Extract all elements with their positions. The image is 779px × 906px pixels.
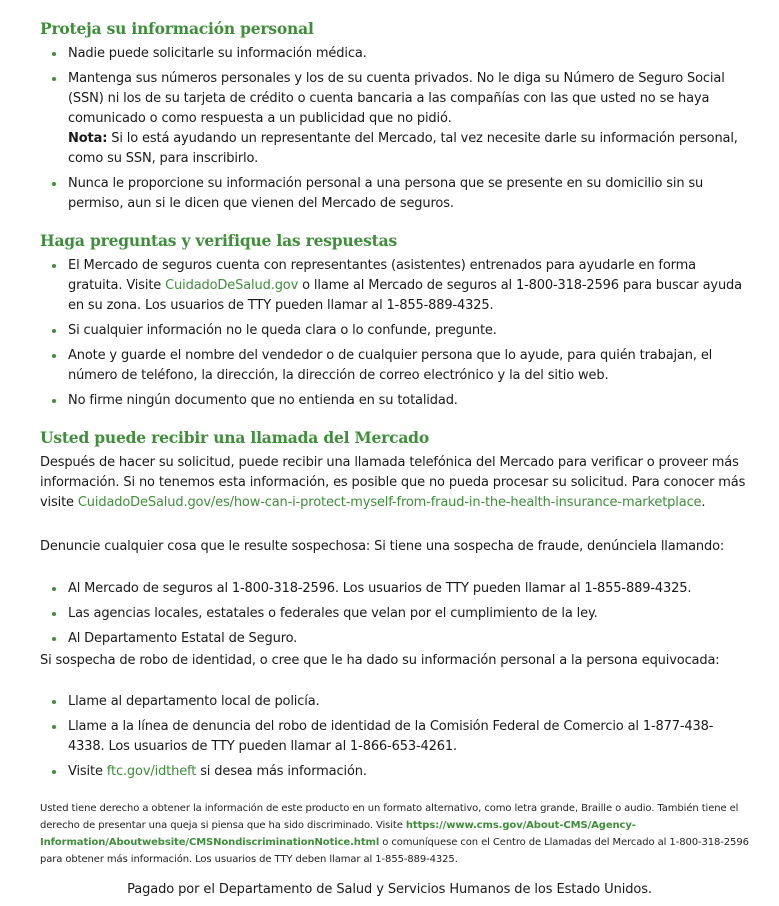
list-item-text: si desea más información. (200, 764, 367, 779)
cuidadodesalud-link[interactable]: CuidadoDeSalud.gov (165, 278, 299, 293)
list-item: Al Mercado de seguros al 1-800-318-2596. Los usuarios de TTY pueden llamar al 1-855-889-4325. (52, 579, 742, 599)
list-item-text: Mantenga sus números personales y los de su cuenta privados. No le diga su Número de Seguro Social (SSN) ni los de su tarjeta de crédito o cuenta bancaria a las compañías con las que usted no se haya comunicado o como respuesta a un publicidad que no pidió. (68, 71, 725, 126)
paragraph-text: Después de hacer su solicitud, puede recibir una llamada telefónica del Mercado para verificar o proveer más información. Si no tenemos esta información, es posible que no pueda procesar su solicitud. Para conocer más visite (40, 455, 746, 510)
list-item: Nunca le proporcione su información personal a una persona que se presente en su domicilio sin su permiso, aun si le dicen que vienen del Mercado de seguros. (52, 174, 742, 214)
list-item: Las agencias locales, estatales o federales que velan por el cumplimiento de la ley. (52, 604, 742, 624)
section-title-protect-info: Proteja su información personal (40, 19, 314, 38)
note-label: Nota: (68, 131, 108, 146)
list-item: Anote y guarde el nombre del vendedor o de cualquier persona que lo ayude, para quién trabajan, el número de teléfono, la dirección, la dirección de correo electrónico y la del sitio web. (52, 346, 742, 386)
paragraph-report-fraud: Denuncie cualquier cosa que le resulte sospechosa: Si tiene una sospecha de fraude, denúnciela llamando: (40, 539, 725, 554)
protect-info-list (52, 44, 742, 219)
ask-questions-list (52, 256, 742, 416)
list-item-text: El Mercado de seguros cuenta con representantes (asistentes) entrenados para ayudarle en forma gratuita. Visite (68, 258, 696, 293)
section-title-ask-questions: Haga preguntas y verifique las respuestas (40, 231, 398, 250)
list-item (52, 256, 742, 316)
cms-nondiscrimination-link[interactable]: https://www.cms.gov/About-CMS/Agency-Information/Aboutwebsite/CMSNondiscriminationNotice.html (40, 820, 636, 848)
list-item (52, 762, 742, 782)
list-item: Llame a la línea de denuncia del robo de identidad de la Comisión Federal de Comercio al 1-877-438-4338. Los usuarios de TTY pueden llamar al 1-866-653-4261. (52, 717, 742, 757)
list-item-text: o llame al Mercado de seguros al 1-800-318-2596 para buscar ayuda en su zona. Los usuarios de TTY pueden llamar al 1-855-889-4325. (68, 278, 742, 313)
nondiscrimination-notice (40, 800, 752, 868)
fraud-info-link[interactable]: CuidadoDeSalud.gov/es/how-can-i-protect-myself-from-fraud-in-the-health-insurance-marketplace (77, 495, 702, 510)
section-title-marketplace-call: Usted puede recibir una llamada del Mercado (40, 428, 429, 447)
footer-funding-note: Pagado por el Departamento de Salud y Servicios Humanos de los Estado Unidos. (127, 882, 652, 897)
paragraph-identity-theft: Si sospecha de robo de identidad, o cree que le ha dado su información personal a la persona equivocada: (40, 653, 720, 668)
list-item: Nadie puede solicitarle su información médica. (52, 44, 742, 64)
list-item: No firme ningún documento que no entienda en su totalidad. (52, 391, 742, 411)
list-item: Si cualquier información no le queda clara o lo confunde, pregunte. (52, 321, 742, 341)
list-item: Llame al departamento local de policía. (52, 692, 742, 712)
note-text: Si lo está ayudando un representante del Mercado, tal vez necesite darle su información personal, como su SSN, para inscribirlo. (68, 131, 738, 166)
identity-theft-list (52, 692, 742, 787)
list-item (52, 69, 742, 169)
paragraph-verify-call (40, 453, 752, 513)
ftc-idtheft-link[interactable]: ftc.gov/idtheft (106, 764, 197, 779)
list-item: Al Departamento Estatal de Seguro. (52, 629, 742, 649)
list-item-text: Visite (68, 764, 103, 779)
report-fraud-list (52, 579, 742, 654)
notice-text: Usted tiene derecho a obtener la información de este producto en un formato alternativo, como letra grande, Braille o audio. También tiene el derecho de presentar una queja si piensa que ha sido discriminado. Visite (40, 803, 739, 831)
paragraph-text: . (701, 495, 706, 510)
notice-text: o comuníquese con el Centro de Llamadas del Mercado al 1-800-318-2596 para obtener más información. Los usuarios de TTY deben llamar al 1-855-889-4325. (40, 837, 749, 865)
